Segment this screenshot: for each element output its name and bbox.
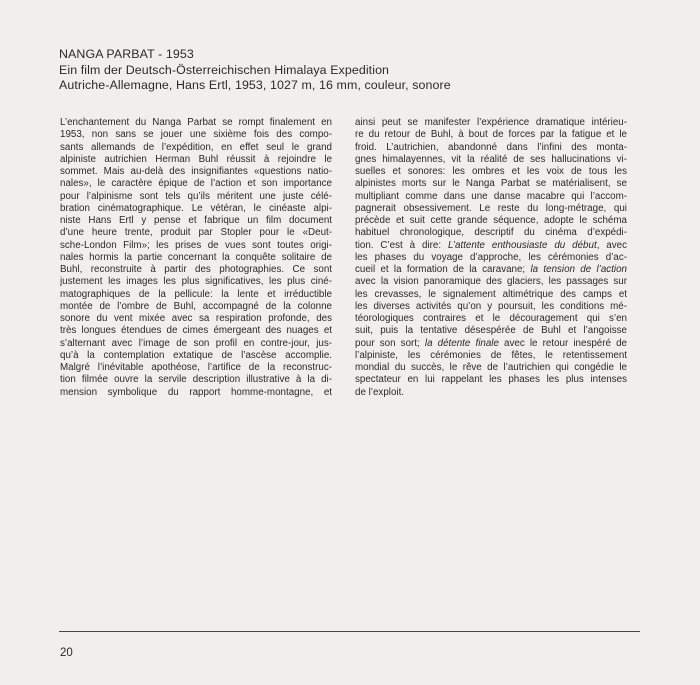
italic-phrase: la détente finale: [424, 337, 499, 349]
text-segment: multipliant comme dans une danse macabre qui l’accom-: [355, 190, 627, 202]
text-line: [355, 203, 627, 215]
text-line: niste Hans Ertl y pense et fabrique un film document: [60, 215, 332, 226]
text-segment: froid. L’autrichien, abandonné dans l’infini des monta-: [355, 141, 627, 153]
text-line: tion filmée ouvre la servile description illustrative à la di-: [60, 374, 332, 386]
text-line: justement les images les plus significatives, les plus ciné-: [60, 276, 332, 288]
film-title: NANGA PARBAT - 1953: [59, 47, 194, 61]
page-number: 20: [60, 647, 73, 659]
text-line: [355, 301, 627, 313]
film-credits: Autriche-Allemagne, Hans Ertl, 1953, 1027 m, 16 mm, couleur, sonore: [59, 78, 451, 92]
text-line: d’une heure trente, produit par Stopler pour le «Deut-: [60, 227, 332, 239]
text-segment: , avec: [596, 239, 627, 251]
text-line: L’enchantement du Nanga Parbat se rompt finalement en: [60, 117, 332, 128]
text-segment: suit, puis la tentative désespérée de Buhl et l’angoisse: [355, 325, 627, 337]
text-line: [355, 325, 627, 337]
text-segment: pagnerait obsessivement. Le reste du long-métrage, qui: [355, 202, 627, 214]
text-line: [355, 191, 627, 203]
text-line: [355, 338, 627, 350]
text-line: [355, 289, 627, 301]
document-header: [59, 47, 659, 94]
text-line: 1953, non sans se jouer une sixième fois des compo-: [60, 129, 332, 141]
text-line: [355, 350, 627, 362]
text-line: [355, 362, 627, 374]
text-line: Buhl, reconstruite à partir des photographies. Ce sont: [60, 264, 332, 275]
text-line: [355, 264, 627, 276]
text-segment: pour son sort;: [355, 337, 425, 349]
text-segment: de l’exploit.: [355, 386, 405, 398]
text-line: mension symbolique du rapport homme-montagne, et: [60, 386, 332, 398]
text-line: Malgré l’inévitable apothéose, l’artifice de la reconstruc-: [60, 362, 332, 373]
text-segment: alpinistes morts sur le Nanga Parbat se matérialisent, se: [355, 178, 627, 190]
body-text: [60, 117, 640, 397]
text-line: [355, 387, 627, 399]
text-line: [355, 178, 627, 190]
right-column: [355, 117, 627, 399]
text-segment: re du retour de Buhl, à bout de forces par la fatigue et le: [355, 129, 627, 141]
text-line: s’alternant avec l’image de son profil en contre-jour, jus-: [60, 337, 332, 349]
text-segment: l’alpiniste, les cérémonies de fêtes, le retentissement: [355, 349, 627, 361]
text-segment: les diverses activités qu’on y poursuit, les conditions mé-: [355, 300, 627, 312]
text-line: [355, 215, 627, 227]
text-line: [355, 154, 627, 166]
text-line: bration cinématographique. Le vétéran, le cinéaste alpi-: [60, 202, 332, 214]
text-line: nales hormis la partie concernant la conquête solitaire de: [60, 251, 332, 263]
text-line: [355, 227, 627, 239]
text-segment: tion. C’est à dire:: [355, 239, 448, 251]
italic-phrase: la tension de l’action: [530, 264, 627, 275]
text-line: sants allemands de l’expédition, en effet seul le grand: [60, 141, 332, 153]
text-line: très longues étendues de cimes émergeant des nuages et: [60, 325, 332, 337]
text-line: [355, 166, 627, 178]
text-line: [355, 142, 627, 154]
footer-rule: [59, 631, 640, 632]
text-line: sonore du vent mixée avec sa respiration profonde, des: [60, 313, 332, 324]
text-segment: suelles et sonores: les ombres et les voix de tous les: [355, 166, 627, 177]
text-line: [355, 129, 627, 141]
text-segment: avec le retour inespéré de: [498, 337, 627, 349]
text-segment: ainsi peut se manifester l’expérience dramatique intérieu-: [355, 117, 627, 128]
text-line: pour l’alpinisme sont tels qu’ils méritent une juste célé-: [60, 190, 332, 202]
text-segment: précède et suit cette grande séquence, adopte le schéma: [355, 215, 627, 226]
text-line: [355, 252, 627, 264]
text-line: sche-London Film»; les prises de vues sont toutes origi-: [60, 239, 332, 251]
text-segment: habituel chronologique, descriptif du cinéma d’expédi-: [355, 227, 627, 239]
text-line: matographiques de la pellicule: la lente et irréductible: [60, 288, 332, 300]
film-subtitle: Ein film der Deutsch-Österreichischen Himalaya Expedition: [59, 62, 390, 77]
text-segment: les crevasses, le signalement altimétrique des camps et: [355, 288, 627, 300]
text-line: alpiniste autrichien Herman Buhl réussit à rejoindre le: [60, 153, 332, 165]
text-line: [355, 240, 627, 252]
text-segment: avec la vision panoramique des glaciers, les passages sur: [355, 276, 627, 288]
text-line: sommet. Mais au-delà des insignifiantes «questions natio-: [60, 166, 332, 177]
text-line: [355, 117, 627, 129]
text-segment: téorologiques contraires et le découragement qui s’en: [355, 313, 627, 324]
text-line: [355, 374, 627, 386]
text-segment: les phases du voyage d’approche, les cérémonies d’ac-: [355, 251, 627, 263]
text-segment: gnes himalayennes, vit la réalité de ses hallucinations vi-: [355, 153, 627, 165]
text-segment: mondial du succès, le rêve de l’autrichien qui congédie le: [355, 362, 627, 373]
text-line: [355, 276, 627, 288]
text-segment: cueil et la formation de la caravane;: [355, 264, 531, 275]
text-line: montée de l’ombre de Buhl, accompagné de la colonne: [60, 300, 332, 312]
italic-phrase: L’attente enthousiaste du début: [447, 239, 597, 251]
text-line: [355, 313, 627, 325]
text-line: nales», le caractère épique de l’action et son importance: [60, 178, 332, 190]
text-line: qu’à la contemplation extatique de l’ascèse accomplie.: [60, 349, 332, 361]
left-column: [60, 117, 332, 399]
text-segment: spectateur en lui rappelant les phases les plus intenses: [355, 374, 627, 386]
